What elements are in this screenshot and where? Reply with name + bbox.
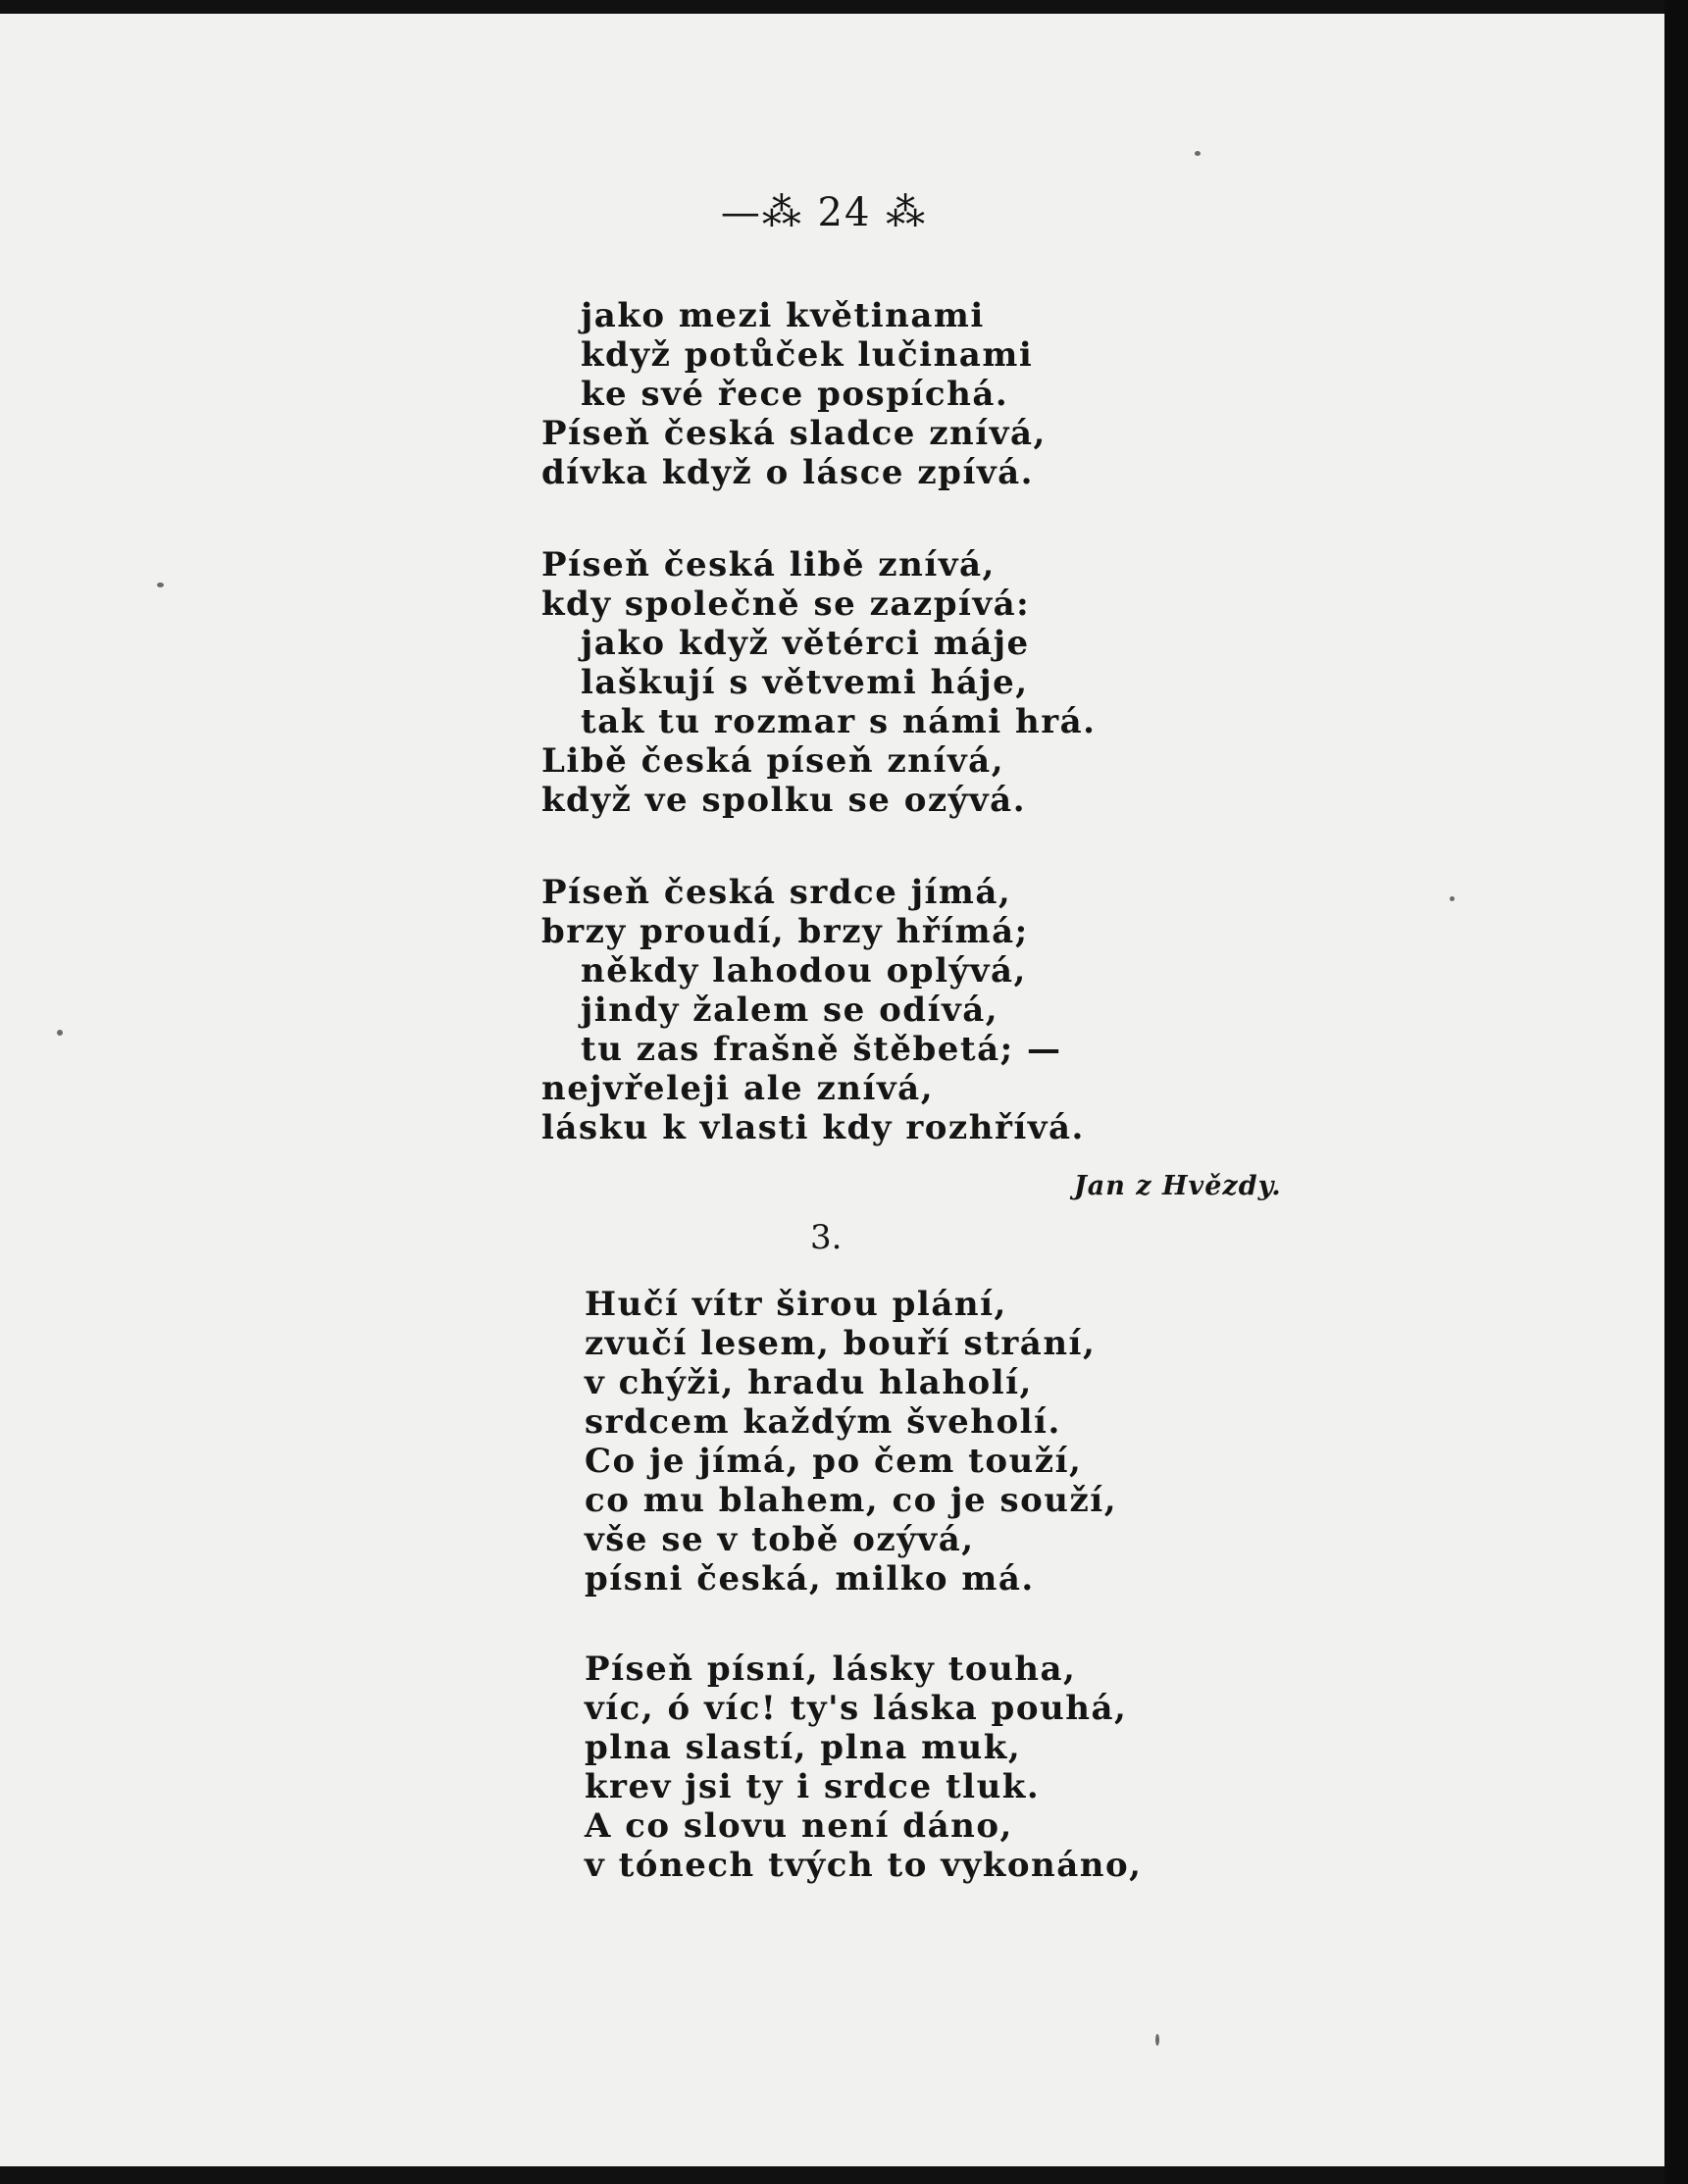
poem-line: ke své řece pospíchá. (581, 375, 1009, 414)
poem-line: dívka když o lásce zpívá. (541, 453, 1034, 492)
poem-line: víc, ó víc! ty's láska pouhá, (585, 1689, 1128, 1728)
poem-line: Píseň česká srdce jímá, (541, 873, 1012, 912)
poem-line: lásku k vlasti kdy rozhřívá. (541, 1108, 1085, 1147)
poem-line: Píseň písní, lásky touha, (585, 1650, 1077, 1689)
paper-speck (57, 1030, 63, 1036)
author-signature: Jan z Hvězdy. (1074, 1171, 1282, 1201)
poem-line: jako mezi květinami (581, 296, 985, 335)
poem-line: brzy proudí, brzy hřímá; (541, 912, 1029, 951)
book-page (0, 14, 1664, 2166)
paper-speck (1450, 896, 1455, 901)
poem-line: plna slastí, plna muk, (585, 1728, 1022, 1767)
paper-speck (1155, 2034, 1159, 2046)
paper-speck (1195, 151, 1201, 156)
poem-line: Co je jímá, po čem touží, (585, 1442, 1083, 1481)
poem-line: zvučí lesem, bouří strání, (585, 1324, 1097, 1363)
section-number: 3. (810, 1218, 843, 1257)
poem-line: Píseň česká libě znívá, (541, 545, 996, 584)
poem-line: někdy lahodou oplývá, (581, 951, 1027, 990)
poem-line: krev jsi ty i srdce tluk. (585, 1767, 1041, 1806)
poem-line: jako když větérci máje (581, 624, 1030, 663)
poem-line: když ve spolku se ozývá. (541, 781, 1027, 820)
paper-speck (157, 583, 164, 587)
poem-line: jindy žalem se odívá, (581, 990, 999, 1030)
page-edge-shadow (1664, 0, 1688, 2184)
poem-line: písni česká, milko má. (585, 1559, 1035, 1599)
poem-line: nejvřeleji ale znívá, (541, 1069, 935, 1108)
poem-line: když potůček lučinami (581, 335, 1034, 375)
poem-line: srdcem každým šveholí. (585, 1402, 1061, 1442)
poem-line: tu zas frašně štěbetá; — (581, 1030, 1062, 1069)
poem-line: Hučí vítr širou plání, (585, 1285, 1007, 1324)
poem-line: vše se v tobě ozývá, (585, 1520, 975, 1559)
poem-line: A co slovu není dáno, (585, 1806, 1013, 1846)
poem-line: laškují s větvemi háje, (581, 663, 1029, 702)
poem-line: kdy společně se zazpívá: (541, 584, 1031, 624)
poem-line: v tónech tvých to vykonáno, (585, 1846, 1143, 1885)
poem-line: Libě česká píseň znívá, (541, 741, 1005, 781)
poem-line: tak tu rozmar s námi hrá. (581, 702, 1097, 741)
page-number: —⁂ 24 ⁂ (720, 190, 928, 235)
poem-line: Píseň česká sladce znívá, (541, 414, 1047, 453)
poem-line: co mu blahem, co je souží, (585, 1481, 1118, 1520)
poem-line: v chýži, hradu hlaholí, (585, 1363, 1033, 1402)
